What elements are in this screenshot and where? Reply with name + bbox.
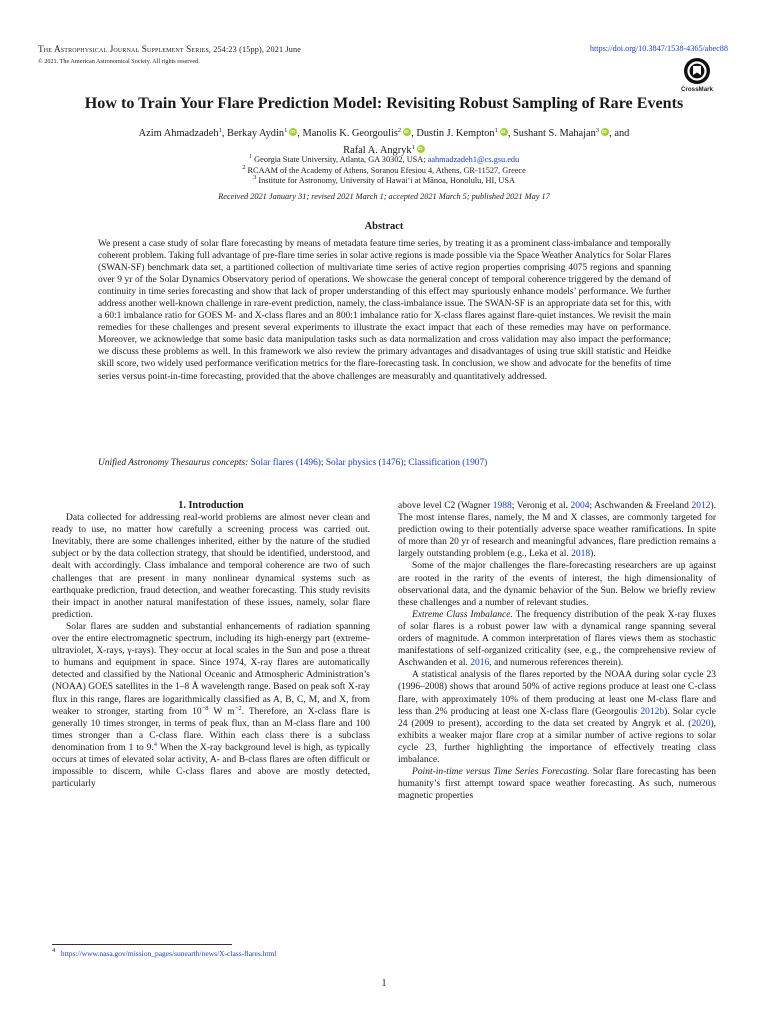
author-name: Dustin J. Kempton [416, 128, 495, 139]
section-heading: 1. Introduction [178, 500, 244, 511]
orcid-icon[interactable] [403, 128, 411, 136]
paragraph: Solar flares are sudden and substantial enhancements of radiation spanning over the entire electromagnetic spectrum, including its high-energy part (extreme-ultraviolet, X-rays, γ-rays). They occur at local scales in the Sun and pose a threat to humans and equipment in space. Since 1974, X-ray flares are automatically detected and classified by the National Oceanic and Atmospheric Administration’s (NOAA) GOES satellites in the 1–8 Å wavelength range. Based on peak soft X-ray flux in this range, flares are logarithmically classified as A, B, C, M, and X, from weaker to stronger, starting from $10^{-8}$ W $m^{-2}$. Therefore, an X-class flare is generally 10 times stronger, in terms of peak flux, than an M-class flare and 100 times stronger than a C-class flare. Within each class there is a subclass denomination from 1 to 9.$^4$ When the X-ray background level is high, as typically occurs at times of elevated solar activity, A- and B-class flares are often difficult or impossible to discern, while C-class flares and above are mostly detected, particularly [52, 621, 371, 790]
citation-link[interactable]: 2012 [691, 501, 711, 511]
paragraph: Some of the major challenges the flare-forecasting researchers are up against are rooted in the rarity of the events of interest, the high dimensionality of observational data, and the dynamic behavior of the Sun. Below we briefly review these challenges and a number of relevant studies. [398, 561, 716, 608]
page-number: 1 [381, 978, 387, 989]
journal-volume: , 254:23 (15pp), 2021 June [208, 45, 301, 54]
author-name: Manolis K. Georgoulis [302, 128, 398, 139]
orcid-icon[interactable] [417, 145, 425, 153]
abstract-text: We present a case study of solar flare forecasting by means of metadata feature time series, by treating it as a prominent class-imbalance and temporally coherent problem. Taking full advantage of pre-flare time series in solar active regions is made possible via the Space Weather Analytics for Solar Flares (SWAN-SF) benchmark data set, a partitioned collection of multivariate time series of active region properties comprising 4075 regions and spanning over 9 yr of the Solar Dynamics Observatory period of operations. We showcase the general concept of temporal coherence triggered by the demand of continuity in time series forecasting and show that lack of proper understanding of this effect may spuriously enhance models’ performance. We further address another well-known challenge in rare-event prediction, namely, the class-imbalance issue. The SWAN-SF is an appropriate data set for this, with a 60:1 imbalance ratio for GOES M- and X-class flares and an 800:1 imbalance ratio for X-class flares against flare-quiet instances. We revisit the main remedies for these challenges and present several experiments to illustrate the exact impact that each of these remedies may have on performance. Moreover, we acknowledge that some basic data manipulation tasks such as data normalization and cross validation may also impact the performance; we discuss these problems as well. In this framework we also review the primary advantages and disadvantages of using true skill statistic and Heidke skill score, two widely used performance verification metrics for the flare-forecasting task. In conclusion, we show and advocate for the benefits of time series versus point-in-time forecasting, provided that the above challenges are measurably and quantitatively addressed. [98, 239, 671, 382]
footnote-ref[interactable]: 4 [153, 740, 158, 748]
citation-link[interactable]: 2004 [570, 501, 590, 511]
left-column [52, 500, 370, 790]
affiliations [60, 155, 708, 187]
footnote-divider [52, 944, 232, 945]
journal-reference [38, 44, 301, 54]
uat-concepts: Unified Astronomy Thesaurus concepts: Solar flares (1496); Solar physics (1476); Classification (1907) [98, 458, 488, 468]
abstract-heading: Abstract [364, 221, 404, 232]
citation-link[interactable]: 2016 [470, 658, 490, 669]
author-name: Berkay Aydin [227, 128, 285, 139]
paragraph: Point-in-time versus Time Series Forecasting. Solar flare forecasting has been humanity’s first attempt toward space weather forecasting. As such, numerous magnetic properties [398, 767, 716, 802]
uat-link[interactable]: Solar flares (1496) [250, 458, 321, 468]
affiliation-line: $^3$ Institute for Astronomy, University of Hawaiʻi at Mānoa, Honolulu, HI, USA [253, 174, 515, 185]
affiliation-line: $^2$ RCAAM of the Academy of Athens, Soranou Efesiou 4, Athens, GR-11527, Greece [242, 163, 526, 175]
author-name: Azim Ahmadzadeh [138, 128, 219, 139]
orcid-icon[interactable] [601, 128, 609, 136]
doi-link[interactable]: https://doi.org/10.3847/1538-4365/abec88 [589, 44, 728, 53]
paragraph: A statistical analysis of the flares reported by the NOAA during solar cycle 23 (1996–2008) shows that around 50% of active regions produce at least one C-class flare, with approximately 10% of them producing at least one M-class flare and less than 2% producing at least one X-class flare (Georgoulis 2012b). Solar cycle 24 (2009 to present), according to the data set created by Angryk et al. (2020), exhibits a weaker major flare crop at a similar number of active regions to solar cycle 23, further highlighting the importance of effectively treating class imbalance. [398, 670, 716, 765]
affiliation-line: $^1$ Georgia State University, Atlanta, GA 30302, USA; aahmadzadeh1@cs.gsu.edu [248, 153, 520, 164]
paragraph: Extreme Class Imbalance. The frequency distribution of the peak X-ray fluxes of solar flares is a robust power law with a dynamical range spanning several orders of magnitude. A common interpretation of flares views them as stochastic manifestations of self-organized criticality (see, e.g., the comprehensive review of Aschwanden et al. 2016, and numerous references therein). [398, 609, 716, 669]
orcid-icon[interactable] [289, 128, 297, 136]
footnote: $^4$ https://www.nasa.gov/mission_pages/sunearth/news/X-class-flares.html [52, 947, 277, 958]
author-name: Sushant S. Mahajan [513, 128, 596, 139]
citation-link[interactable]: 1988 [492, 501, 512, 511]
crossmark-label: CrossMark [681, 86, 713, 93]
author-name: Rafal A. Angryk [343, 145, 412, 156]
author-email-link[interactable]: aahmadzadeh1@cs.gsu.edu [427, 155, 520, 164]
citation-link[interactable]: 2018 [571, 549, 591, 560]
uat-link[interactable]: Classification (1907) [408, 458, 488, 468]
citation-link[interactable]: 2020 [691, 718, 711, 729]
author-list: Azim Ahmadzadeh$^1$, Berkay Aydin$^1$iD , Manolis K. Georgoulis$^2$iD , Dustin J. Kempton$^1$iD , Sushant S. Mahajan$^3$iD , and Rafal A. Angryk$^1$iD [60, 125, 708, 159]
uat-link[interactable]: Solar physics (1476) [325, 458, 404, 468]
crossmark-badge[interactable] [676, 58, 718, 98]
footnote-link[interactable]: https://www.nasa.gov/mission_pages/sunearth/news/X-class-flares.html [60, 949, 277, 958]
paragraph: Data collected for addressing real-world problems are almost never clean and ready to use, no matter how carefully a screening process was carried out. Inevitably, there are some challenges inherited, either by the nature of the studied subject or by the data collection strategy, that should be identified, understood, and dealt with accordingly. Class imbalance and temporal coherence are two of such challenges that are present in many nonlinear dynamical systems such as earthquake prediction, fraud detection, and weather forecasting. This study revisits their impact in another natural manifestation of these issues, namely, solar flare prediction. [52, 513, 370, 620]
citation-link[interactable]: 2012b [640, 706, 665, 717]
paper-title: How to Train Your Flare Prediction Model: Revisiting Robust Sampling of Rare Events [84, 95, 684, 112]
orcid-icon[interactable] [500, 128, 508, 136]
paragraph: above level C2 (Wagner 1988; Veronig et al. 2004; Aschwanden & Freeland 2012). The most intense flares, namely, the M and X classes, are commonly targeted for prediction owing to their potentially adverse space weather ramifications. In spite of more than 20 yr of research and meaningful advances, flare prediction remains a largely outstanding problem (e.g., Leka et al. 2018). [398, 501, 716, 560]
publication-dates: Received 2021 January 31; revised 2021 March 1; accepted 2021 March 5; published 2021 May 17 [218, 192, 550, 201]
crossmark-icon [684, 58, 710, 84]
copyright-notice: © 2021. The American Astronomical Society. All rights reserved. [38, 58, 200, 65]
right-column [398, 500, 716, 802]
journal-name: The Astrophysical Journal Supplement Series [38, 44, 209, 54]
